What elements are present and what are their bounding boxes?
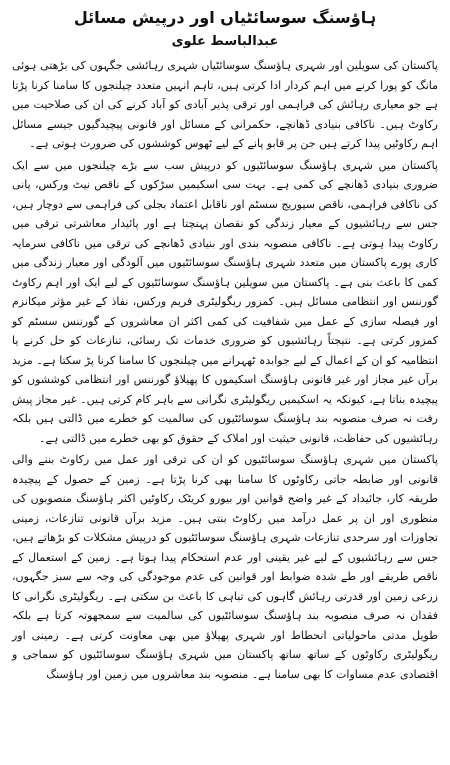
article-paragraph-1: پاکستان کی سویلین اور شہری ہاؤسنگ سوسائٹیاں شہری رہائشی جگہوں کی بڑھتی ہوئی مانگ کو پورا کرنے میں اہم کردار ادا کرتی ہیں، تاہم انہیں متعدد چیلنجوں کا سامنا کرنا پڑتا ہے جو معیاری رہائش کی فراہمی اور ترقی پذیر آبادی کو آباد کرنے کی ان کی صلاحیت میں رکاوٹ ہیں۔ ناکافی بنیادی ڈھانچے، حکمرانی کے مسائل اور قانونی پیچیدگیوں جیسے مسائل اہم رکاوٹیں پیدا کرتے ہیں جن پر قابو پانے کے لیے ٹھوس کوششوں کی ضرورت ہوتی ہے۔ bbox=[12, 59, 438, 150]
article-paragraph-3: پاکستان میں شہری ہاؤسنگ سوسائٹیوں کو ان کی ترقی اور عمل میں رکاوٹ بننے والی قانونی اور ضابطہ جاتی رکاوٹوں کا سامنا بھی کرنا پڑتا ہے۔ زمین کے حصول کے پیچیدہ طریقہ کار، جائیداد کے غیر واضح قوانین اور بیورو کریٹک رکاوٹیں اکثر ہاؤسنگ منصوبوں کی منظوری اور ان پر عمل درآمد میں رکاوٹ بنتی ہیں۔ مزید برآں قانونی تنازعات، زمینی تجاوزات اور سرحدی تنازعات شہری ہاؤسنگ سوسائٹیوں کو درپیش مشکلات کو بڑھاتے ہیں، جس سے رہائشیوں کے لیے غیر یقینی اور عدم استحکام پیدا ہوتا ہے۔ زمین کے استعمال کے ناقص طریقے اور طے شدہ ضوابط اور قوانین کی عدم موجودگی کی وجہ سے سبز جگہوں، زرعی زمین اور قدرتی رہائش گاہوں کی تباہی کا باعث بن سکتی ہے۔ ریگولیٹری نگرانی کا فقدان نہ صرف منصوبہ بند ہاؤسنگ سوسائٹیوں کی سالمیت سے سمجھوتہ کرتا ہے بلکہ طویل مدتی ماحولیاتی انحطاط اور شہری پھیلاؤ میں بھی معاونت کرتی ہے۔ زمینی اور ریگولیٹری رکاوٹوں کے ساتھ ساتھ پاکستان میں شہری ہاؤسنگ سوسائٹیوں کو سماجی و اقتصادی عدم مساوات کا بھی سامنا ہے۔ منصوبہ بند معاشروں میں زمین اور ہاؤسنگ bbox=[12, 453, 438, 681]
article-title: ہاؤسنگ سوسائٹیاں اور درپیش مسائل bbox=[73, 8, 377, 27]
article-author: عبدالباسط علوی bbox=[171, 34, 279, 49]
article-paragraph-2: پاکستان میں شہری ہاؤسنگ سوسائٹیوں کو درپیش سب سے بڑے چیلنجوں میں سے ایک ضروری بنیادی ڈھانچے کی کمی ہے۔ بہت سی اسکیمیں سڑکوں کے ناقص نیٹ ورکس، پانی کی ناکافی فراہمی، ناقص سیوریج سسٹم اور ناقابل اعتماد بجلی کی فراہمی سے دوچار ہیں، جس سے رہائشیوں کے معیار زندگی کو نقصان پہنچتا ہے اور پائیدار معاشرتی ترقی میں رکاوٹ پیدا ہوتی ہے۔ ناکافی منصوبہ بندی اور بنیادی ڈھانچے کی ترقی میں ناکافی سرمایہ کاری پورے پاکستان میں متعدد شہری ہاؤسنگ سوسائٹیوں میں آلودگی اور معیار زندگی میں کمی کا باعث بنی ہے۔ پاکستان میں سویلین ہاؤسنگ سوسائٹیوں کے لیے ایک اور اہم رکاوٹ گورننس اور انتظامی مسائل ہیں۔ کمزور ریگولیٹری فریم ورکس، نفاذ کے غیر مؤثر میکانزم اور فیصلہ سازی کے عمل میں شفافیت کی کمی اکثر ان معاشروں کے گورننس سسٹم کو کمزور کرتی ہے۔ نتیجتاً رہائشیوں کو ضروری خدمات تک رسائی، تنازعات کو حل کرنے یا انتظامیہ کو ان کے اعمال کے لیے جوابدہ ٹھہرانے میں چیلنجوں کا سامنا کرنا پڑ سکتا ہے۔ مزید برآں غیر مجاز اور غیر قانونی ہاؤسنگ اسکیموں کا پھیلاؤ گورننس اور انتظامی کوششوں کو پیچیدہ بناتا ہے، کیونکہ یہ اسکیمیں ریگولیٹری نگرانی سے باہر کام کرتی ہیں۔ غیر مجاز پیش رفت نہ صرف منصوبہ بند ہاؤسنگ سوسائٹیوں کی سالمیت کو خطرے میں ڈالتی ہیں بلکہ رہائشیوں کی حفاظت، قانونی حیثیت اور املاک کے حقوق کو بھی خطرے میں ڈالتی ہے۔ bbox=[12, 158, 438, 445]
article-body bbox=[12, 56, 438, 684]
